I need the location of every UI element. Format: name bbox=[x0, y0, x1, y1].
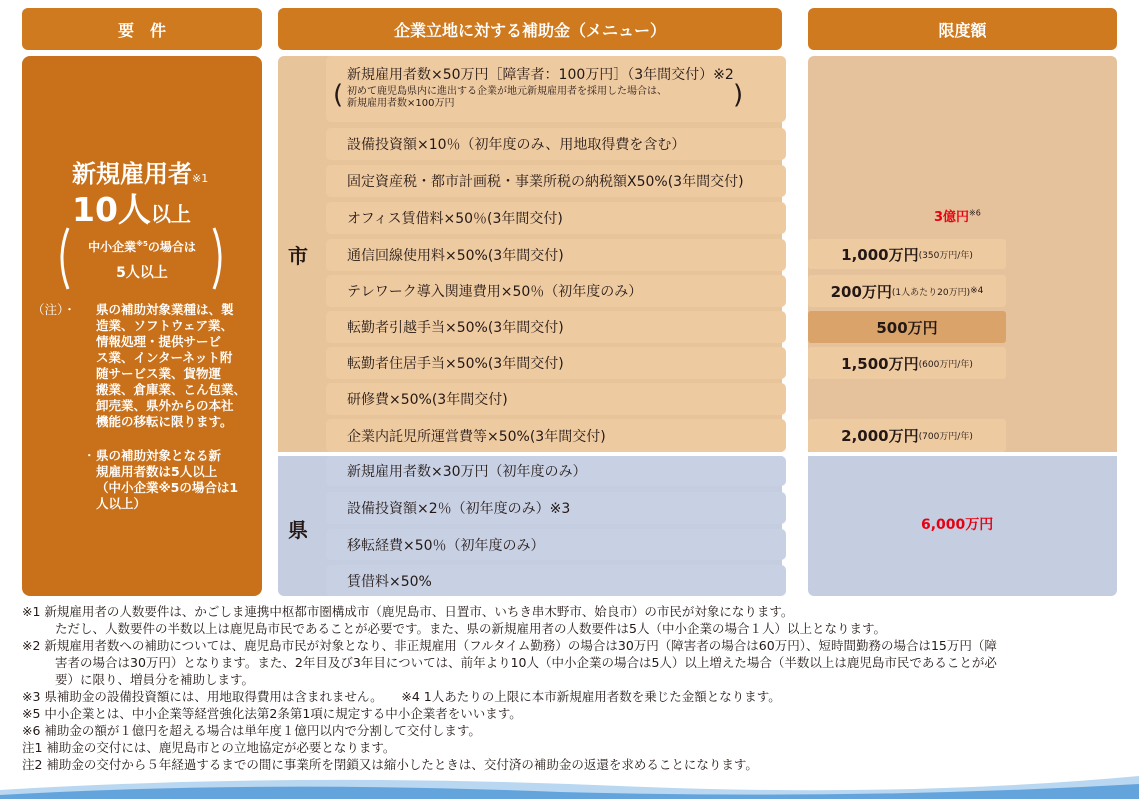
pref-item-new-hires: 新規雇用者数×30万円（初年度のみ） bbox=[326, 456, 786, 486]
city-item-new-hires-text: 新規雇用者数×50万円［障害者：100万円］（3年間交付）※2 bbox=[347, 67, 734, 83]
note-1: 注1 補助金の交付には、鹿児島市との立地協定が必要となります。 bbox=[22, 740, 396, 755]
requirement-note-1: 県の補助対象業種は、製 造業、ソフトウェア業、 情報処理・提供サービ ス業、インターネット附 随サービス業、貨物運 搬業、倉庫業、こん包業、 卸売業、県外からの本社 機能の移転に限ります。 bbox=[96, 302, 247, 429]
city-item-new-hires-sub2: 新規雇用者数×100万円 bbox=[347, 98, 455, 109]
footnote-2-cont-b: 要）に限り、増員分を補助します。 bbox=[55, 672, 255, 687]
city-item-daycare: 企業内託児所運営費等×50%(3年間交付) bbox=[326, 419, 786, 452]
footnote-2-cont-a: 害者の場合は30万円）となります。また、2年目及び3年目については、前年より10人（中小企業の場合は5人）以上増えた場合（半数以上は鹿児島市民であることが必 bbox=[55, 655, 997, 670]
city-item-new-hires-sub1: 初めて鹿児島県内に進出する企業が地元新規雇用者を採用した場合は、 bbox=[347, 86, 667, 97]
city-item-new-hires-sub bbox=[333, 80, 786, 110]
requirement-note-bullet-1: （注）・ bbox=[32, 302, 76, 317]
header-limit: 限度額 bbox=[808, 8, 1117, 50]
city-item-equipment: 設備投資額×10％（初年度のみ、用地取得費を含む） bbox=[326, 128, 786, 160]
city-item-new-hires bbox=[326, 56, 786, 122]
footnotes bbox=[22, 603, 1132, 773]
city-item-telework: テレワーク導入関連費用×50％（初年度のみ） bbox=[326, 275, 786, 307]
sub-left-paren-icon: ( bbox=[333, 80, 344, 110]
pref-item-equipment: 設備投資額×2％（初年度のみ）※3 bbox=[326, 492, 786, 524]
header-requirement: 要 件 bbox=[22, 8, 262, 50]
pref-item-rent: 賃借料×50% bbox=[326, 565, 786, 596]
note-2: 注2 補助金の交付から５年経過するまでの間に事業所を閉鎖又は縮小したときは、交付済の補助金の返還を求めることになります。 bbox=[22, 757, 758, 772]
header-menu: 企業立地に対する補助金（メニュー） bbox=[278, 8, 782, 50]
pref-limit-total: 6,000万円 bbox=[921, 517, 994, 533]
city-item-comm: 通信回線使用料×50%(3年間交付) bbox=[326, 239, 786, 271]
footnote-6: ※6 補助金の額が１億円を超える場合は単年度１億円以内で分割して交付します。 bbox=[22, 723, 481, 738]
city-item-tax: 固定資産税・都市計画税・事業所税の納税額X50%(3年間交付) bbox=[326, 165, 786, 197]
limit-telework: 200万円 (1人あたり20万円) ※4 bbox=[808, 275, 1006, 307]
city-item-office-rent: オフィス賃借料×50％(3年間交付) bbox=[326, 202, 786, 234]
pref-item-relocation: 移転経費×50％（初年度のみ） bbox=[326, 529, 786, 560]
sme-line2: 5人以上 bbox=[116, 265, 168, 281]
footnote-1: ※1 新規雇用者の人数要件は、かごしま連携中枢都市圏構成市（鹿児島市、日置市、いちき串木野市、姶良市）の市民が対象になります。 bbox=[22, 604, 794, 619]
footnote-5: ※5 中小企業とは、中小企業等経営強化法第2条第1項に規定する中小企業者をいいます。 bbox=[22, 706, 522, 721]
footnote-2: ※2 新規雇用者数への補助については、鹿児島市民が対象となり、非正規雇用（フルタイム勤務）の場合は30万円（障害者の場合は60万円）、短時間勤務の場合は15万円（障 bbox=[22, 638, 997, 653]
city-item-moving: 転勤者引越手当×50%(3年間交付) bbox=[326, 311, 786, 343]
footnote-3-4: ※3 県補助金の設備投資額には、用地取得費用は含まれません。 ※4 1人あたりの上限に本市新規雇用者数を乗じた金額となります。 bbox=[22, 689, 781, 704]
city-limit-total: 3億円$^{※6}$ bbox=[934, 208, 981, 225]
left-paren-icon bbox=[56, 226, 70, 291]
sub-right-paren-icon: ) bbox=[733, 80, 744, 110]
limit-daycare: 2,000万円 (700万円/年) bbox=[808, 419, 1006, 452]
city-item-housing: 転勤者住居手当×50%(3年間交付) bbox=[326, 347, 786, 379]
requirement-count: 10人以上 bbox=[72, 190, 191, 229]
sme-line1: 中小企業$^{※5}$の場合は bbox=[88, 240, 196, 254]
requirement-panel bbox=[22, 56, 262, 596]
city-item-training: 研修費×50%(3年間交付) bbox=[326, 383, 786, 415]
decorative-wave bbox=[0, 770, 1139, 799]
limit-moving: 500万円 bbox=[808, 311, 1006, 343]
requirement-note-2: 県の補助対象となる新 規雇用者数は5人以上 （中小企業※5の場合は1 人以上） bbox=[96, 448, 239, 511]
footnote-1-cont: ただし、人数要件の半数以上は鹿児島市民であることが必要です。また、県の新規雇用者の人数要件は5人（中小企業の場合１人）以上となります。 bbox=[55, 621, 886, 636]
limit-comm: 1,000万円 (350万円/年) bbox=[808, 239, 1006, 269]
requirement-title: 新規雇用者※1 bbox=[72, 160, 209, 188]
city-label: 市 bbox=[288, 244, 308, 268]
pref-label: 県 bbox=[288, 518, 308, 542]
limit-housing: 1,500万円 (600万円/年) bbox=[808, 347, 1006, 379]
requirement-note-bullet-2: ・ bbox=[83, 448, 96, 463]
right-paren-icon bbox=[212, 226, 226, 291]
sme-condition bbox=[56, 226, 226, 291]
